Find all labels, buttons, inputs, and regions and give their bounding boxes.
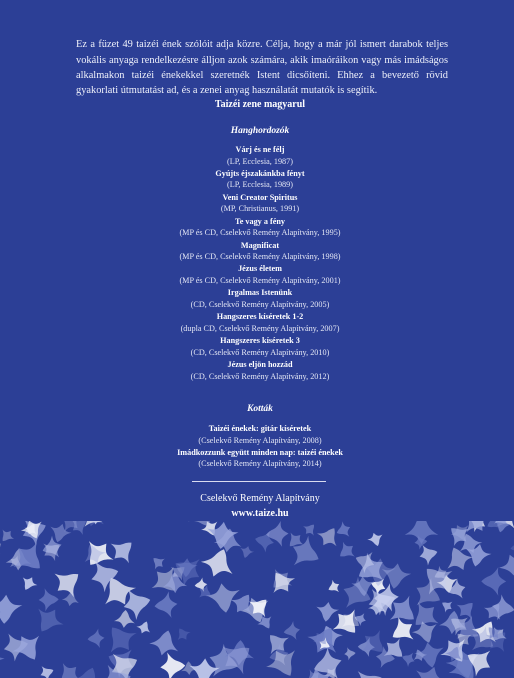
- dove-shape: [61, 590, 81, 608]
- dove-shape: [300, 521, 319, 539]
- dove-shape: [334, 538, 359, 563]
- dove-shape: [18, 521, 47, 543]
- dove-shape: [0, 594, 23, 625]
- dove-shape: [153, 591, 179, 620]
- dove-shape: [135, 619, 154, 637]
- recording-detail: (MP és CD, Cselekvő Remény Alapítvány, 1998): [179, 252, 341, 262]
- recording-detail: (MP és CD, Cselekvő Remény Alapítvány, 2001): [179, 276, 341, 286]
- recording-title: Jézus életem: [238, 264, 282, 274]
- recording-title: Gyújts éjszakánkba fényt: [215, 168, 305, 178]
- recording-entry: [60, 335, 460, 359]
- recording-detail: (MP, Christianus, 1991): [220, 204, 300, 214]
- dove-pattern-svg: [0, 521, 514, 678]
- dove-shape: [228, 521, 249, 523]
- sheet-music-title: Taizéi énekek: gitár kíséretek: [208, 424, 312, 433]
- recording-entry: [60, 240, 460, 264]
- dove-shape: [481, 567, 506, 596]
- dove-shape: [333, 521, 353, 541]
- dove-shape: [198, 543, 240, 582]
- recording-title: Magnificat: [240, 240, 280, 250]
- section-title: Taizéi zene magyarul: [214, 99, 306, 110]
- dove-shape: [105, 533, 140, 568]
- sheet-music-entry: [60, 447, 460, 471]
- recording-entry: [60, 287, 460, 311]
- recording-detail: (MP és CD, Cselekvő Remény Alapítvány, 1995): [179, 228, 341, 238]
- recordings-heading: Hanghordozók: [230, 126, 290, 136]
- footer-divider: [192, 481, 326, 482]
- dove-shape: [325, 578, 342, 596]
- dove-shape: [338, 573, 377, 615]
- dove-shape: [385, 613, 420, 649]
- recording-entry: [60, 144, 460, 168]
- dove-shape: [0, 641, 7, 677]
- footer: [60, 491, 460, 521]
- recording-title: Veni Creator Spiritus: [222, 192, 298, 202]
- dove-shape: [0, 526, 17, 545]
- recording-detail: (LP, Ecclesia, 1987): [227, 156, 293, 166]
- sheet-music-entry: [60, 423, 460, 447]
- recording-entry: [60, 168, 460, 192]
- dove-shape: [265, 566, 299, 599]
- dove-shape: [113, 609, 136, 629]
- dove-pattern-decoration: [0, 521, 514, 678]
- recording-entry: [60, 192, 460, 216]
- recordings-list: [60, 144, 460, 383]
- recording-detail: (dupla CD, Cselekvő Remény Alapítvány, 2007): [180, 323, 340, 333]
- dove-shape: [439, 597, 456, 614]
- dove-shape: [344, 646, 357, 660]
- recording-detail: (LP, Ecclesia, 1989): [227, 180, 293, 190]
- recording-detail: (CD, Cselekvő Remény Alapítvány, 2012): [190, 371, 330, 381]
- recording-title: Jézus eljön hozzád: [227, 360, 293, 370]
- dove-shape: [366, 530, 386, 548]
- intro-paragraph: Ez a füzet 49 taizéi ének szólóit adja közre. Célja, hogy a már jól ismert darabok teljes vokális anyaga rendelkezésre álljon azok számára, akik imaóráikon vagy más imádságos alkalmakon taizéi énekekkel szeretnék Istent dicsőíteni. Ehhez a bevezető rövid gyakorlati útmutatást ad, és a zenei anyag használatát mutatók is segítik.: [76, 39, 448, 96]
- dove-shape: [38, 663, 57, 678]
- website-link[interactable]: www.taize.hu: [231, 508, 289, 519]
- recording-title: Irgalmas Istenünk: [227, 288, 293, 298]
- recording-entry: [60, 359, 460, 383]
- dove-shape: [87, 628, 106, 649]
- dove-shape: [38, 588, 59, 612]
- recording-entry: [60, 216, 460, 240]
- dove-shape: [53, 658, 85, 678]
- recording-title: Hangszeres kíséretek 1-2: [216, 312, 304, 322]
- recording-title: Te vagy a fény: [235, 216, 285, 226]
- dove-shape: [148, 553, 167, 572]
- dove-shape: [147, 627, 183, 660]
- recording-entry: [60, 263, 460, 287]
- dove-shape: [99, 618, 142, 660]
- recording-detail: (CD, Cselekvő Remény Alapítvány, 2005): [190, 299, 330, 309]
- sheet-music-list: [60, 423, 460, 471]
- dove-shape: [314, 522, 345, 552]
- recording-title: Várj és ne félj: [235, 145, 285, 154]
- dove-shape: [509, 540, 514, 556]
- sheet-music-title: Imádkozzunk együtt minden nap: taizéi énekek: [177, 447, 343, 457]
- sheet-music-detail: (Cselekvő Remény Alapítvány, 2008): [198, 435, 322, 445]
- dove-shape: [29, 602, 68, 639]
- recording-title: Hangszeres kíséretek 3: [220, 336, 300, 346]
- dove-shape: [18, 573, 39, 593]
- dove-shape: [173, 624, 193, 643]
- dove-shape: [159, 651, 186, 678]
- recording-detail: (CD, Cselekvő Remény Alapítvány, 2010): [190, 347, 330, 357]
- sheet-music-heading: Kották: [247, 404, 273, 414]
- sheet-music-detail: (Cselekvő Remény Alapítvány, 2014): [198, 459, 322, 469]
- organization-name: Cselekvő Remény Alapítvány: [200, 493, 320, 504]
- dove-shape: [314, 600, 339, 623]
- recording-entry: [60, 311, 460, 335]
